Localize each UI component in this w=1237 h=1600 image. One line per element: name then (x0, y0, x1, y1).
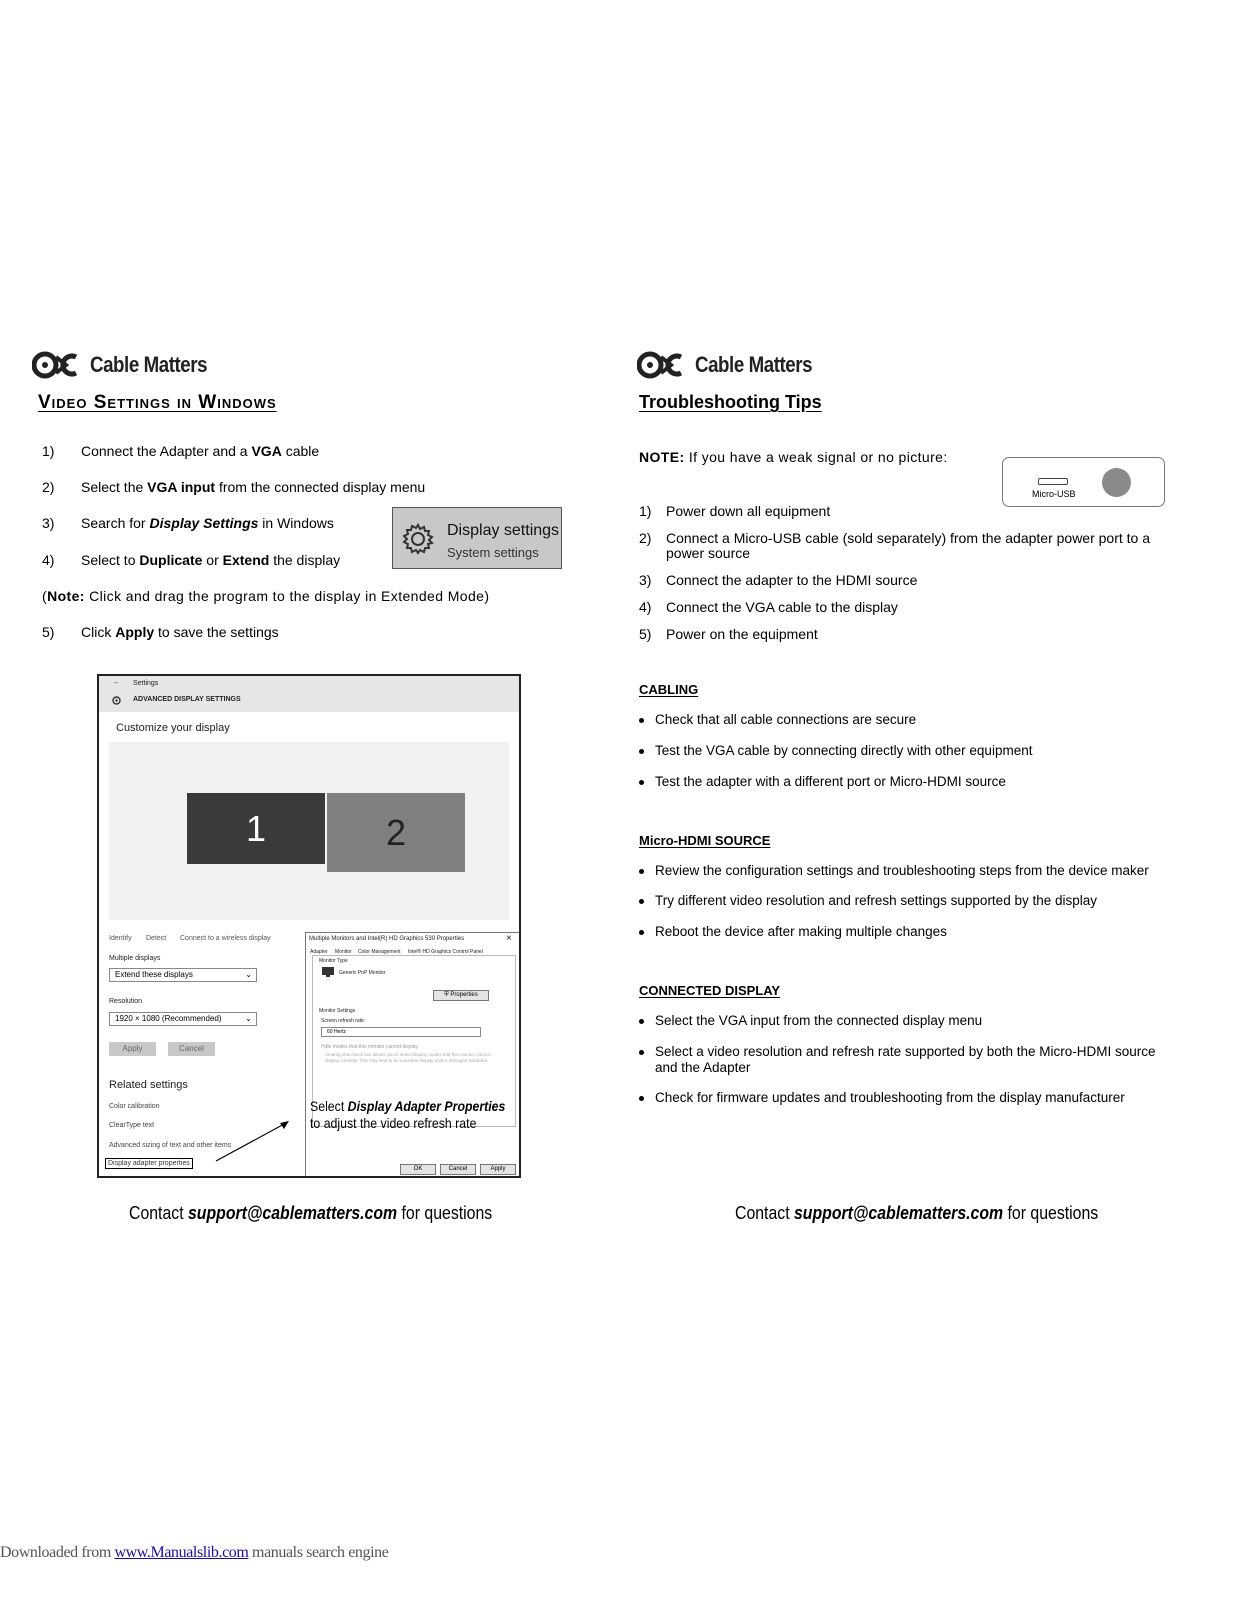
step-text: Connect the Adapter and a (81, 443, 252, 459)
footer-post: manuals search engine (248, 1544, 389, 1561)
step-number: 5) (639, 626, 652, 642)
step-text: power source (666, 545, 751, 561)
gear-icon (401, 522, 435, 556)
step-text: Power on the equipment (666, 626, 818, 642)
detect-link[interactable]: Detect (146, 935, 167, 942)
bullet-icon (639, 1050, 644, 1055)
note-text: Click and drag the program to the display in Extended Mode) (84, 588, 490, 604)
step-bold: Apply (115, 624, 155, 640)
note-label: Note: (47, 588, 85, 604)
note (639, 449, 948, 465)
download-footer (0, 1544, 388, 1562)
contact-post: for questions (397, 1203, 493, 1223)
step-text: Search for (81, 515, 150, 531)
step-text: Select the (81, 479, 148, 495)
step-number: 4) (42, 552, 55, 568)
display-settings-title: Display settings (447, 522, 560, 539)
bullet-icon (639, 869, 644, 874)
step-text: Connect the adapter to the HDMI source (666, 572, 918, 588)
step-text: the display (269, 552, 341, 568)
step-text: or (202, 552, 223, 568)
support-email-link[interactable]: support@cablematters.com (794, 1203, 1004, 1223)
tab-adapter[interactable]: Adapter (310, 949, 328, 955)
right-page (618, 0, 1237, 1600)
step-number: 1) (42, 443, 55, 459)
settings-header (99, 676, 519, 712)
step-text: in Windows (258, 515, 334, 531)
brand-logo (32, 350, 228, 380)
step-text: Connect the VGA cable to the display (666, 599, 898, 615)
step-number: 5) (42, 624, 55, 640)
dialog-apply-button[interactable]: Apply (480, 1164, 516, 1175)
step-bold: Duplicate (139, 552, 203, 568)
note-paren: ( (42, 588, 48, 604)
micro-usb-port-diagram (1002, 457, 1165, 507)
step-number: 2) (42, 479, 55, 495)
list-item-text: Try different video resolution and refresh settings supported by the display (655, 893, 1097, 908)
led-indicator-icon (1102, 468, 1131, 497)
callout-bold: Display Adapter Properties (347, 1098, 506, 1114)
bullet-icon (639, 930, 644, 935)
bullet-icon (639, 749, 644, 754)
step-bold: Extend (222, 552, 270, 568)
chevron-down-icon: ⌄ (245, 970, 252, 979)
dropdown-value: 1920 × 1080 (Recommended) (115, 1014, 222, 1023)
color-calibration-link[interactable]: Color calibration (109, 1103, 160, 1110)
list-item-text: Test the VGA cable by connecting directly with other equipment (655, 743, 1033, 758)
gear-icon (111, 695, 122, 706)
source-heading: Micro-HDMI SOURCE (639, 833, 771, 848)
display-settings-search-result (392, 507, 562, 569)
contact-pre: Contact (735, 1203, 795, 1223)
resolution-label: Resolution (109, 998, 143, 1005)
bullet-icon (639, 718, 644, 723)
contact-post: for questions (1003, 1203, 1099, 1223)
cable-matters-logo-icon (32, 351, 90, 379)
bullet-icon (639, 780, 644, 785)
callout-pre: Select (310, 1098, 348, 1114)
micro-usb-label: Micro-USB (1032, 489, 1076, 499)
step-number: 3) (639, 572, 652, 588)
dropdown-value: Extend these displays (115, 970, 193, 979)
list-item (639, 1044, 1209, 1076)
brand-name: Cable Matters (695, 352, 813, 377)
monitor-2[interactable]: 2 (327, 793, 465, 872)
note-label: NOTE: (639, 449, 685, 465)
step-text: Power down all equipment (666, 503, 831, 519)
bullet-icon (639, 1019, 644, 1024)
hide-modes-warning: Clearing this check box allows you to select display modes that this monitor cannot display correctly. This may lead to an unusable display and/or damaged hardware. (325, 1052, 490, 1063)
contact-line (735, 1203, 1098, 1224)
callout-text (310, 1098, 506, 1132)
list-item-text: and the Adapter (655, 1060, 751, 1075)
apply-button[interactable]: Apply (109, 1042, 156, 1056)
advanced-sizing-link[interactable]: Advanced sizing of text and other items (109, 1142, 232, 1149)
identify-link[interactable]: Identify (109, 935, 132, 942)
callout-arrow-icon (212, 1118, 292, 1164)
multiple-displays-dropdown[interactable] (109, 968, 257, 982)
wireless-display-link[interactable]: Connect to a wireless display (180, 935, 271, 942)
step-text: to save the settings (154, 624, 279, 640)
brand-logo (637, 350, 833, 380)
step-number: 2) (639, 530, 652, 546)
chevron-down-icon: ⌄ (245, 1014, 252, 1023)
step-text: Select to (81, 552, 140, 568)
micro-usb-port-icon (1038, 478, 1068, 485)
resolution-dropdown[interactable] (109, 1012, 257, 1026)
dialog-cancel-button[interactable]: Cancel (440, 1164, 476, 1175)
brand-name: Cable Matters (90, 352, 208, 377)
page-title: Troubleshooting Tips (639, 392, 822, 412)
settings-label: Settings (133, 680, 159, 687)
refresh-rate-dropdown[interactable] (321, 1027, 481, 1037)
contact-pre: Contact (129, 1203, 189, 1223)
display-settings-subtitle: System settings (447, 545, 539, 560)
bullet-icon (639, 899, 644, 904)
cable-matters-logo-icon (637, 351, 695, 379)
list-item-text: Select the VGA input from the connected display menu (655, 1013, 983, 1028)
ok-button[interactable]: OK (400, 1164, 436, 1175)
monitor-name: Generic PnP Monitor (339, 970, 386, 976)
tab-color-management[interactable]: Color Management (358, 949, 401, 955)
page-title: Video Settings in Windows (38, 392, 277, 413)
monitor-1[interactable]: 1 (187, 793, 325, 864)
step-bold: VGA (251, 443, 282, 459)
step-bold: VGA input (147, 479, 216, 495)
display-adapter-properties-link[interactable]: Display adapter properties (105, 1158, 193, 1169)
callout-line2: to adjust the video refresh rate (310, 1115, 477, 1131)
manualslib-link[interactable]: www.Manualslib.com (114, 1544, 249, 1561)
contact-line (129, 1203, 492, 1224)
step-text: Connect a Micro-USB cable (sold separately) from the adapter power port to a (666, 530, 1151, 546)
note-text: If you have a weak signal or no picture: (684, 449, 948, 465)
step-text: Click (81, 624, 116, 640)
dropdown-value: 60 Hertz (327, 1029, 346, 1035)
monitor-type-label: Monitor Type (319, 958, 348, 964)
tab-monitor[interactable]: Monitor (335, 949, 352, 955)
display-heading: CONNECTED DISPLAY (639, 983, 781, 998)
customize-heading: Customize your display (116, 722, 230, 734)
bullet-icon (639, 1096, 644, 1101)
shield-icon: ⛨ (444, 992, 451, 998)
tab-intel-control-panel[interactable]: Intel® HD Graphics Control Panel (408, 949, 483, 955)
section-title: ADVANCED DISPLAY SETTINGS (133, 696, 241, 703)
ts-step-2 (639, 530, 1199, 564)
list-item-text: Reboot the device after making multiple changes (655, 924, 947, 939)
refresh-rate-label: Screen refresh rate: (321, 1018, 366, 1024)
related-settings-heading: Related settings (109, 1079, 188, 1091)
footer-pre: Downloaded from (0, 1544, 115, 1561)
properties-button[interactable] (433, 990, 489, 1001)
list-item-text: Review the configuration settings and troubleshooting steps from the device maker (655, 863, 1149, 878)
cancel-button[interactable]: Cancel (168, 1042, 215, 1056)
cleartype-link[interactable]: ClearType text (109, 1122, 155, 1129)
monitor-settings-label: Monitor Settings (319, 1008, 356, 1014)
list-item-text: Select a video resolution and refresh rate supported by both the Micro-HDMI source (655, 1044, 1156, 1059)
left-page (0, 0, 618, 1600)
adapter-properties-dialog (305, 932, 521, 1178)
list-item-text: Check for firmware updates and troubleshooting from the display manufacturer (655, 1090, 1125, 1105)
step-number: 4) (639, 599, 652, 615)
dialog-title: Multiple Monitors and Intel(R) HD Graphics 530 Properties (309, 936, 465, 942)
step-text: from the connected display menu (215, 479, 426, 495)
back-icon: ← (113, 679, 120, 686)
step-number: 1) (639, 503, 652, 519)
note (42, 588, 489, 604)
list-item-text: Check that all cable connections are secure (655, 712, 917, 727)
monitor-icon (321, 966, 335, 978)
support-email-link[interactable]: support@cablematters.com (188, 1203, 398, 1223)
close-icon[interactable]: × (506, 933, 512, 944)
properties-label: Properties (450, 992, 478, 998)
list-item-text: Test the adapter with a different port or Micro-HDMI source (655, 774, 1006, 789)
step-bold: Display Settings (149, 515, 259, 531)
cabling-heading: CABLING (639, 682, 699, 697)
hide-modes-checkbox[interactable]: Hide modes that this monitor cannot display (321, 1044, 418, 1050)
multiple-displays-label: Multiple displays (109, 955, 161, 962)
step-number: 3) (42, 515, 55, 531)
step-text: cable (281, 443, 320, 459)
